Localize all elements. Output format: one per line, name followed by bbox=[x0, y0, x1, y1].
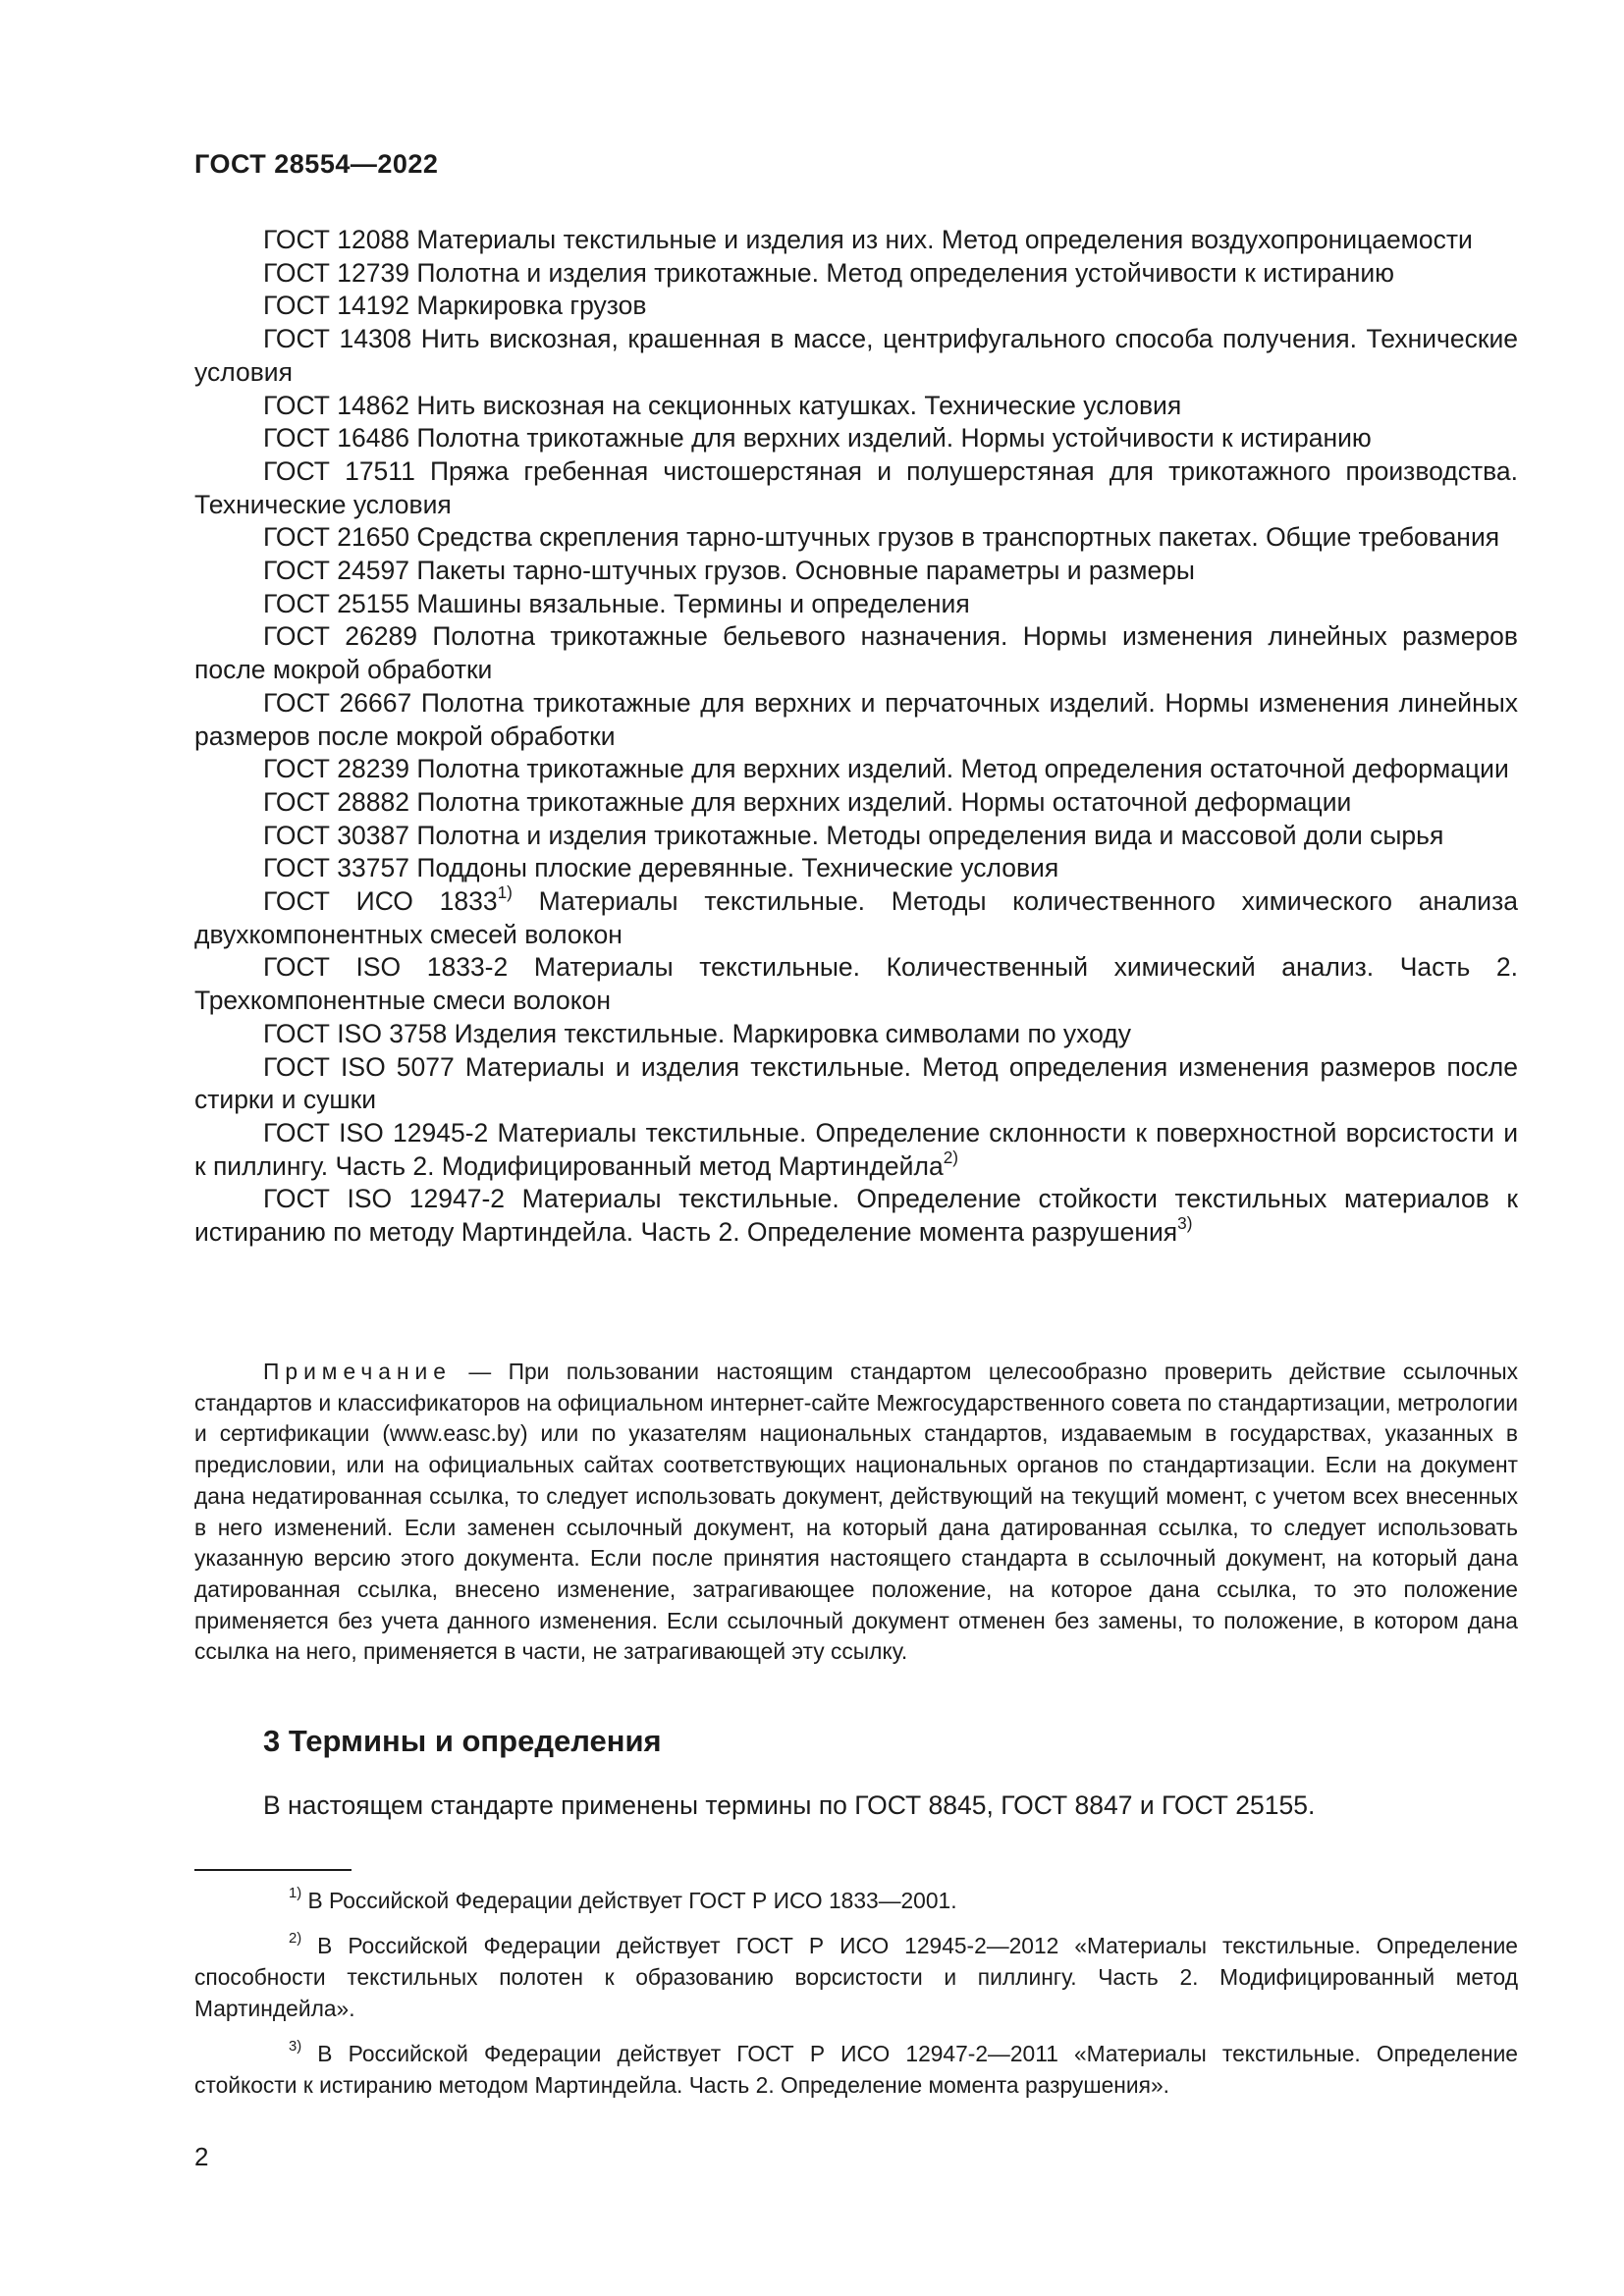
note-label: Примечание bbox=[263, 1359, 452, 1384]
reference-item: ГОСТ 26667 Полотна трикотажные для верхних и перчаточных изделий. Нормы изменения линейных размеров после мокрой обработки bbox=[194, 687, 1518, 751]
footnotes bbox=[194, 1885, 1518, 2114]
reference-item: ГОСТ 26289 Полотна трикотажные бельевого назначения. Нормы изменения линейных размеров после мокрой обработки bbox=[194, 621, 1518, 685]
reference-item: ГОСТ ISO 12947-2 Материалы текстильные. Определение стойкости текстильных материалов к истиранию по методу Мартиндейла. Часть 2. Определение момента разрушения$^{3)}$ bbox=[194, 1184, 1518, 1248]
reference-item: ГОСТ 25155 Машины вязальные. Термины и определения bbox=[263, 588, 970, 618]
footnote-item: $^{2)}$ В Российской Федерации действует ГОСТ Р ИСО 12945-2—2012 «Материалы текстильные. Определение способности текстильных полотен к образованию ворсистости и пиллингу. Часть 2. Модифицированный метод Мартиндейла». bbox=[194, 1931, 1518, 2021]
section-heading: 3 Термины и определения bbox=[263, 1724, 662, 1758]
reference-item: ГОСТ 30387 Полотна и изделия трикотажные. Методы определения вида и массовой доли сырья bbox=[263, 820, 1444, 850]
note-block bbox=[194, 1357, 1518, 1668]
reference-item: ГОСТ 12739 Полотна и изделия трикотажные. Метод определения устойчивости к истиранию bbox=[263, 257, 1395, 288]
footnote-divider bbox=[194, 1869, 352, 1871]
reference-item: ГОСТ ISO 1833-2 Материалы текстильные. Количественный химический анализ. Часть 2. Трехкомпонентные смеси волокон bbox=[194, 952, 1518, 1016]
reference-item: ГОСТ 21650 Средства скрепления тарно-штучных грузов в транспортных пакетах. Общие требования bbox=[263, 522, 1500, 553]
footnote-mark: 1) bbox=[289, 1886, 302, 1902]
footnote-ref: 1) bbox=[497, 882, 513, 903]
footnote-ref: 2) bbox=[943, 1147, 958, 1167]
reference-item: ГОСТ ISO 3758 Изделия текстильные. Маркировка символами по уходу bbox=[263, 1018, 1131, 1048]
footnote-ref: 3) bbox=[1177, 1213, 1193, 1234]
footnote-mark: 2) bbox=[289, 1931, 302, 1948]
normative-references-list bbox=[194, 224, 1518, 1250]
reference-item: ГОСТ 24597 Пакеты тарно-штучных грузов. Основные параметры и размеры bbox=[263, 556, 1195, 586]
reference-item: ГОСТ 28882 Полотна трикотажные для верхних изделий. Нормы остаточной деформации bbox=[263, 786, 1352, 817]
reference-item: ГОСТ 17511 Пряжа гребенная чистошерстяная и полушерстяная для трикотажного производства. Технические условия bbox=[194, 455, 1518, 519]
reference-item: ГОСТ 28239 Полотна трикотажные для верхних изделий. Метод определения остаточной деформации bbox=[263, 754, 1509, 784]
footnote-item: $^{1)}$ В Российской Федерации действует ГОСТ Р ИСО 1833—2001. bbox=[289, 1886, 957, 1913]
reference-item: ГОСТ ISO 12945-2 Материалы текстильные. Определение склонности к поверхностной ворсистости и к пиллингу. Часть 2. Модифицированный метод Мартиндейла$^{2)}$ bbox=[194, 1117, 1518, 1181]
section-paragraph: В настоящем стандарте применены термины по ГОСТ 8845, ГОСТ 8847 и ГОСТ 25155. bbox=[263, 1790, 1316, 1820]
page-number: 2 bbox=[194, 2142, 209, 2171]
reference-item: ГОСТ 14862 Нить вискозная на секционных катушках. Технические условия bbox=[263, 390, 1182, 420]
reference-item: ГОСТ ISO 5077 Материалы и изделия текстильные. Метод определения изменения размеров после стирки и сушки bbox=[194, 1051, 1518, 1115]
reference-item: ГОСТ 14308 Нить вискозная, крашенная в массе, центрифугального способа получения. Технические условия bbox=[194, 324, 1518, 387]
footnote-item: $^{3)}$ В Российской Федерации действует ГОСТ Р ИСО 12947-2—2011 «Материалы текстильные. Определение стойкости к истиранию методом Мартиндейла. Часть 2. Определение момента разрушения». bbox=[194, 2039, 1518, 2098]
reference-item: ГОСТ 33757 Поддоны плоские деревянные. Технические условия bbox=[263, 853, 1059, 883]
note-text: — При пользовании настоящим стандартом целесообразно проверить действие ссылочных стандартов и классификаторов на официальном интернет-сайте Межгосударственного совета по стандартизации, метрологии и сертификации (www.easc.by) или по указателям национальных стандартов, издаваемым в государствах, указанных в предисловии, или на официальных сайтах соответствующих национальных органов по стандартизации. Если на документ дана недатированная ссылка, то следует использовать документ, действующий на текущий момент, с учетом всех внесенных в него изменений. Если заменен ссылочный документ, на который дана датированная ссылка, то следует использовать указанную версию этого документа. Если после принятия настоящего стандарта в ссылочный документ, на который дана датированная ссылка, внесено изменение, затрагивающее положение, на которое дана ссылка, то это положение применяется без учета данного изменения. Если ссылочный документ отменен без замены, то положение, в котором дана ссылка на него, применяется в части, не затрагивающей эту ссылку. bbox=[194, 1359, 1518, 1665]
reference-item: ГОСТ 16486 Полотна трикотажные для верхних изделий. Нормы устойчивости к истиранию bbox=[263, 423, 1372, 454]
footnote-mark: 3) bbox=[289, 2039, 302, 2056]
reference-item: ГОСТ 12088 Материалы текстильные и изделия из них. Метод определения воздухопроницаемости bbox=[263, 225, 1473, 254]
reference-item: ГОСТ ИСО 1833$^{1)}$ Материалы текстильные. Методы количественного химического анализа двухкомпонентных смесей волокон bbox=[194, 882, 1518, 949]
reference-item: ГОСТ 14192 Маркировка грузов bbox=[263, 291, 647, 321]
document-header: ГОСТ 28554—2022 bbox=[194, 149, 439, 179]
